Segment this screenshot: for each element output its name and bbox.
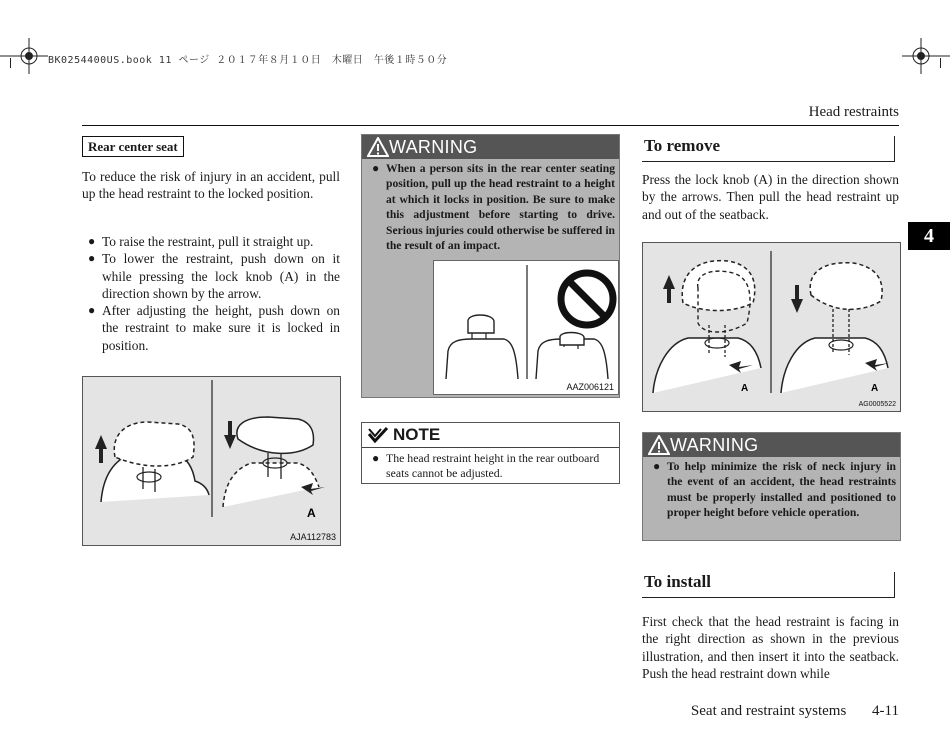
warning-text-right: ● To help minimize the risk of neck injury in the event of an accident, the head restraints must be properly installed and positioned to proper height before vehicle operation. xyxy=(647,459,896,521)
header-rule xyxy=(82,125,899,126)
head-restraint-illustration xyxy=(83,377,340,545)
warning-triangle-icon xyxy=(648,435,670,455)
warning-triangle-icon xyxy=(367,137,389,157)
warning-label: WARNING xyxy=(389,136,478,157)
print-header: BK0254400US.book 11 ページ ２０１７年８月１０日 木曜日 午後１時５０分 xyxy=(48,55,448,66)
remove-figure-code: AG0005522 xyxy=(858,401,896,408)
crop-mark-right xyxy=(900,36,950,76)
figure-callout-a: A xyxy=(307,506,316,520)
to-install-title: To install xyxy=(642,572,895,598)
crop-corner-left xyxy=(0,58,11,68)
bullet-raise: ● To raise the restraint, pull it straight up. xyxy=(82,233,340,250)
warning-label-right: WARNING xyxy=(670,434,759,455)
bullet-after-adjust: ● After adjusting the height, push down on the restraint to make sure it is locked in position. xyxy=(82,302,340,354)
to-remove-title: To remove xyxy=(642,136,895,162)
warning-header-right xyxy=(643,433,900,457)
warning-figure-code: AAZ006121 xyxy=(566,382,614,392)
bullet-lower: ● To lower the restraint, push down on it while pressing the lock knob (A) in the direction shown by the arrow. xyxy=(82,250,340,302)
rear-center-seat-title: Rear center seat xyxy=(82,136,184,157)
note-check-icon xyxy=(367,426,389,444)
note-header xyxy=(362,423,619,448)
footer-page-number: 4-11 xyxy=(872,703,899,719)
to-remove-text: Press the lock knob (A) in the direction shown by the arrows. Then pull the head restraint up and out of the seatback. xyxy=(642,172,899,222)
remove-callout-a-left: A xyxy=(741,383,749,394)
note-label: NOTE xyxy=(393,425,441,444)
crop-corner-right xyxy=(940,58,950,68)
chapter-tab: 4 xyxy=(908,222,950,250)
note-text: ● The head restraint height in the rear outboard seats cannot be adjusted. xyxy=(366,451,615,482)
warning-figure xyxy=(433,260,619,395)
warning-header xyxy=(362,135,619,159)
figure-rear-center-adjust xyxy=(82,376,341,546)
note-box xyxy=(361,422,620,484)
warning-box-neck-injury xyxy=(642,432,901,541)
left-intro: To reduce the risk of injury in an accident, pull up the head restraint to the locked position. xyxy=(82,169,340,202)
no-reclining-illustration xyxy=(434,261,618,394)
footer-section: Seat and restraint systems xyxy=(690,703,847,719)
warning-text-list xyxy=(366,161,615,253)
figure-remove xyxy=(642,242,901,412)
remove-illustration xyxy=(643,243,900,411)
to-install-text: First check that the head restraint is facing in the right direction as shown in the previous illustration, and then insert it into the seatback. Push the head restraint down while xyxy=(642,614,899,681)
crop-mark-left xyxy=(0,36,50,76)
remove-callout-a-right: A xyxy=(871,383,879,394)
running-head: Head restraints xyxy=(808,104,899,120)
warning-text: ● When a person sits in the rear center seating position, pull up the head restraint to a height at which it locks in position. Be sure to make this adjustment before starting to drive. Serious injuries could otherwise be suffered in the result of an impact. xyxy=(366,161,615,253)
page-footer xyxy=(691,703,899,720)
warning-box-center-seat xyxy=(361,134,620,398)
figure-code: AJA112783 xyxy=(290,532,336,542)
left-bullets xyxy=(82,233,340,354)
warning-text-list-right xyxy=(647,459,896,521)
note-text-list xyxy=(366,451,615,482)
